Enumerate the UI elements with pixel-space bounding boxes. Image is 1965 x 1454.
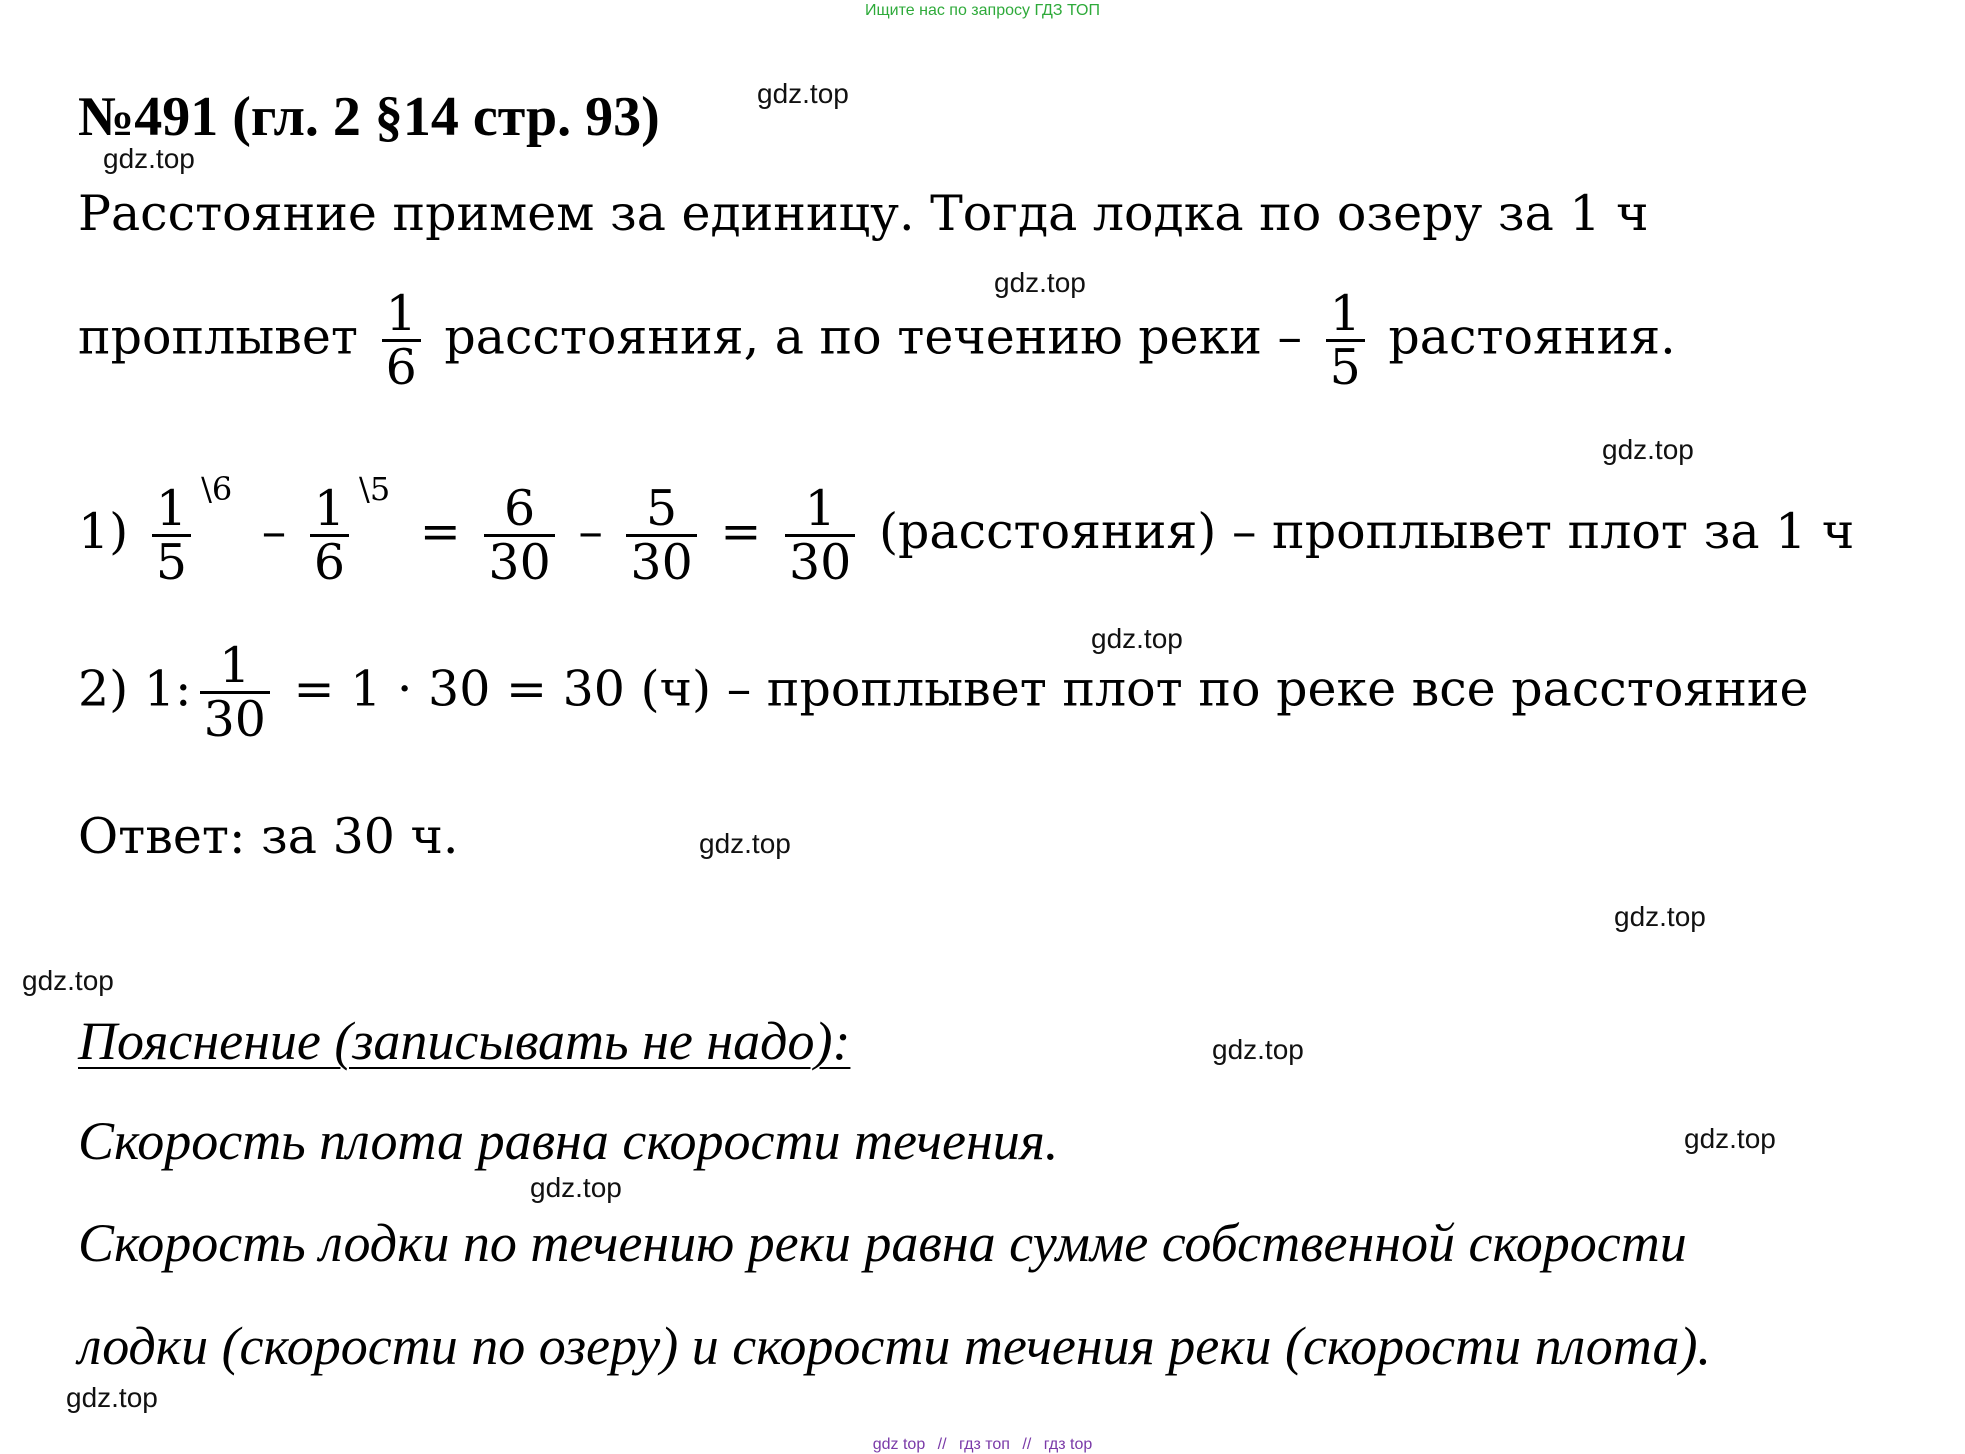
explanation-line-2: Скорость лодки по течению реки равна сумме собственной скорости bbox=[78, 1213, 1687, 1273]
fraction-one-fifth bbox=[1326, 285, 1365, 397]
footer-item: gdz top bbox=[872, 1436, 926, 1453]
step-2-suffix: = 1 · 30 = 30 (ч) – проплывет плот по реке все расстояние bbox=[293, 660, 1809, 718]
explanation-line-3: лодки (скорости по озеру) и скорости течения реки (скорости плота). bbox=[78, 1316, 1711, 1376]
watermark: gdz.top bbox=[1602, 434, 1694, 465]
watermark: gdz.top bbox=[699, 828, 791, 859]
watermark: gdz.top bbox=[1614, 901, 1706, 932]
fraction-denominator: 6 bbox=[310, 534, 349, 588]
fraction-numerator: 5 bbox=[646, 479, 678, 537]
watermark: gdz.top bbox=[994, 267, 1086, 298]
top-banner: Ищите нас по запросу ГДЗ ТОП bbox=[865, 2, 1100, 19]
step-1-suffix: (расстояния) – проплывет плот за 1 ч bbox=[878, 503, 1855, 560]
fraction-numerator: 6 bbox=[503, 479, 536, 537]
intro-text-a: проплывет bbox=[78, 308, 359, 366]
problem-title: №491 (гл. 2 §14 стр. 93) bbox=[78, 86, 660, 148]
watermark: gdz.top bbox=[103, 143, 195, 174]
fraction-6-30 bbox=[484, 479, 554, 591]
fraction-1-30 bbox=[200, 637, 270, 749]
fraction-numerator: 1 bbox=[385, 285, 417, 342]
watermark: gdz.top bbox=[530, 1172, 622, 1203]
intro-text-b: расстояния, а по течению реки – bbox=[444, 308, 1303, 366]
intro-line-2 bbox=[78, 285, 1676, 397]
footer-item: гдз top bbox=[1043, 1436, 1093, 1453]
equals-sign: = bbox=[419, 503, 461, 560]
fraction-1-5 bbox=[152, 479, 191, 591]
fraction-denominator: 30 bbox=[200, 691, 270, 745]
watermark: gdz.top bbox=[66, 1382, 158, 1413]
explanation-line-1: Скорость плота равна скорости течения. bbox=[78, 1111, 1059, 1171]
fraction-numerator: 1 bbox=[313, 479, 346, 537]
minus-sign: – bbox=[261, 503, 287, 560]
solution-step-1 bbox=[78, 470, 1855, 591]
fraction-5-30 bbox=[626, 479, 696, 591]
watermark: gdz.top bbox=[22, 965, 114, 996]
fraction-numerator: 1 bbox=[219, 637, 251, 694]
extra-multiplier: \5 bbox=[359, 470, 391, 508]
extra-multiplier: \6 bbox=[201, 470, 233, 508]
fraction-1-6 bbox=[310, 479, 349, 591]
fraction-one-sixth bbox=[382, 285, 421, 397]
fraction-denominator: 30 bbox=[484, 534, 554, 588]
fraction-numerator: 1 bbox=[155, 479, 188, 537]
fraction-1-30 bbox=[785, 479, 855, 591]
fraction-denominator: 30 bbox=[626, 534, 696, 588]
fraction-numerator: 1 bbox=[1329, 285, 1361, 342]
watermark: gdz.top bbox=[757, 78, 849, 109]
fraction-numerator: 1 bbox=[804, 479, 836, 537]
footer-item: гдз топ bbox=[959, 1436, 1010, 1453]
footer-separator: // bbox=[937, 1436, 947, 1453]
intro-text-c: растояния. bbox=[1388, 308, 1676, 366]
fraction-denominator: 30 bbox=[785, 534, 855, 588]
minus-sign: – bbox=[578, 503, 603, 560]
fraction-denominator: 5 bbox=[152, 534, 191, 588]
intro-line-1: Расстояние примем за единицу. Тогда лодка по озеру за 1 ч bbox=[78, 185, 1649, 242]
footer-watermark bbox=[0, 1436, 1965, 1454]
equals-sign: = bbox=[720, 503, 762, 560]
answer-line: Ответ: за 30 ч. bbox=[78, 808, 459, 865]
step-1-prefix: 1) bbox=[78, 503, 129, 560]
fraction-denominator: 6 bbox=[382, 339, 421, 393]
watermark: gdz.top bbox=[1091, 623, 1183, 654]
watermark: gdz.top bbox=[1684, 1123, 1776, 1154]
footer-separator: // bbox=[1022, 1436, 1032, 1453]
watermark: gdz.top bbox=[1212, 1034, 1304, 1065]
explanation-heading: Пояснение (записывать не надо): bbox=[78, 1011, 851, 1071]
step-2-prefix: 2) 1: bbox=[78, 660, 192, 718]
fraction-denominator: 5 bbox=[1326, 339, 1365, 393]
